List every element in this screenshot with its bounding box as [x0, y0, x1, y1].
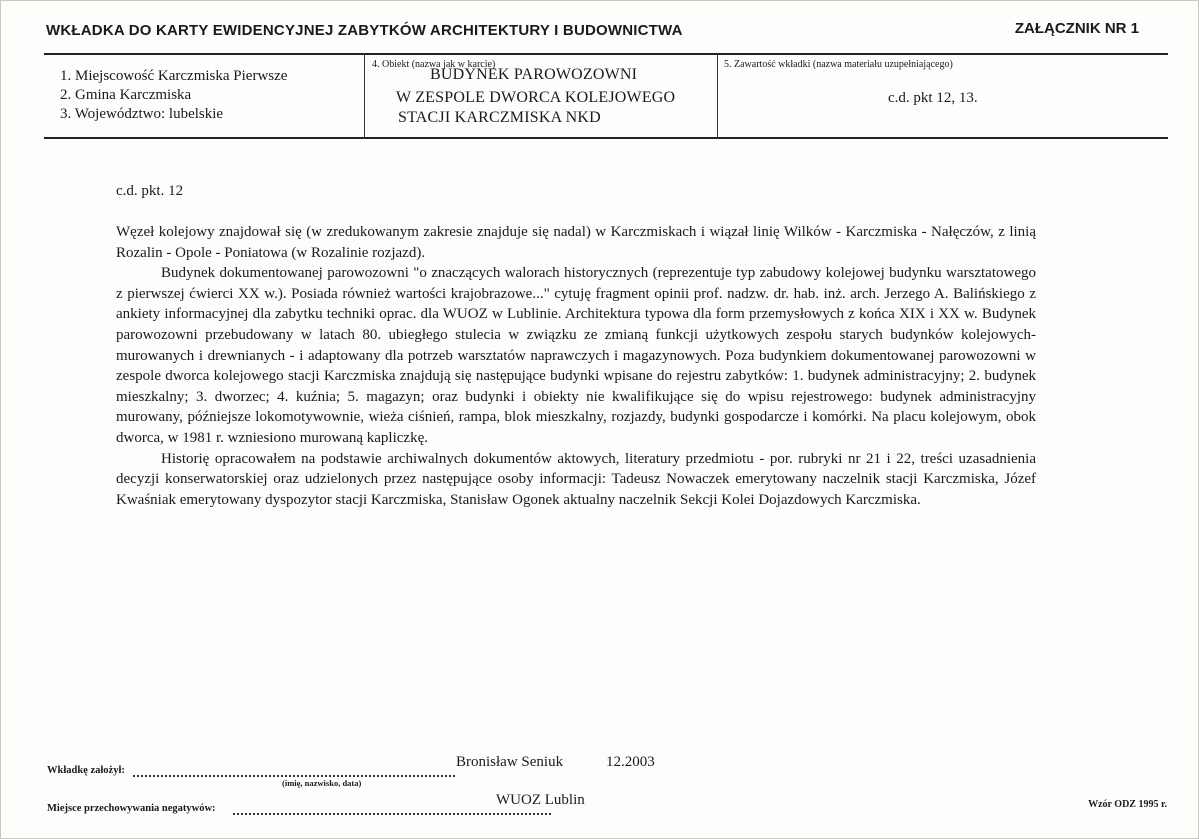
object-name-line-2: W ZESPOLE DWORCA KOLEJOWEGO: [396, 89, 676, 106]
annex-number: ZAŁĄCZNIK NR 1: [1014, 20, 1139, 37]
author-dotted-line: [133, 775, 455, 777]
column-divider-2: [717, 55, 718, 137]
author-hint: (imię, nazwisko, data): [282, 778, 362, 788]
locality-field: 1. Miejscowość Karczmiska Pierwsze: [60, 68, 288, 84]
contents-value: c.d. pkt 12, 13.: [888, 90, 978, 106]
commune-field: 2. Gmina Karczmiska: [60, 87, 192, 103]
storage-value: WUOZ Lublin: [496, 792, 585, 808]
header-rule-top: [44, 53, 1168, 55]
column-divider-1: [364, 55, 365, 137]
author-label: Wkładkę założył:: [47, 765, 125, 776]
paragraph-3: Historię opracowałem na podstawie archiwalnych dokumentów aktowych, literatury przedmiotu - por. rubryki nr 21 i 22, treści uzasadnienia decyzji konserwatorskiej oraz udzielonych przez następujące osoby informacji: Tadeusz Nowaczek emerytowany naczelnik stacji Karczmiska, Józef Kwaśniak emerytowany dyspozytor stacji Karczmiska, Stanisław Ogonek aktualny naczelnik Sekcji Kolei Dojazdowych Karczmiska.: [116, 450, 1036, 508]
object-name-line-3: STACJI KARCZMISKA NKD: [398, 109, 601, 126]
header-rule-bottom: [44, 137, 1168, 139]
author-name: Bronisław Seniuk: [456, 754, 564, 770]
object-name-line-1: BUDYNEK PAROWOZOWNI: [430, 66, 638, 83]
contents-label: 5. Zawartość wkładki (nazwa materiału uzupełniającego): [724, 59, 953, 70]
continuation-heading: c.d. pkt. 12: [116, 183, 184, 199]
author-date: 12.2003: [606, 754, 655, 770]
body-text: [116, 222, 1036, 510]
storage-label: Miejsce przechowywania negatywów:: [47, 803, 216, 814]
paragraph-2: Budynek dokumentowanej parowozowni "o znaczących walorach historycznych (reprezentuje typ zabudowy kolejowej budynku warsztatowego z pierwszej ćwierci XX w.). Posiada również wartości krajobrazowe..." cytuję fragment opinii prof. nadzw. dr. hab. inż. arch. Jerzego A. Balińskiego z ankiety informacyjnej dla zabytku techniki oprac. dla WUOZ w Lublinie. Architektura typowa dla form przemysłowych z końca XIX i XX w. Budynek parowozowni przebudowany w latach 80. ubiegłego stulecia w związku ze zmianą funkcji użytkowych zespołu starych budynków kolejowych- murowanych i drewnianych - i adaptowany dla potrzeb warsztatów naprawczych i magazynowych. Poza budynkiem dokumentowanej parowozowni w zespole dworca kolejowego stacji Karczmiska znajdują się następujące budynki wpisane do rejestru zabytków: 1. budynek administracyjny; 2. budynek mieszkalny; 3. dworzec; 4. kuźnia; 5. magazyn; oraz budynki i obiekty nie kwalifikujące się do wpisu rejestrowego: budynek administracyjny murowany, późniejsze lokomotywownie, wieża ciśnień, rampa, blok mieszkalny, rozjazdy, budynki gospodarcze i komórki. Na placu kolejowym, obok dworca, w 1981 r. wzniesiono murowaną kapliczkę.: [116, 265, 1036, 446]
form-identifier: Wzór ODZ 1995 r.: [1088, 799, 1167, 810]
object-label: 4. Obiekt (nazwa jak w karcie): [372, 59, 496, 70]
paragraph-1: Węzeł kolejowy znajdował się (w zredukowanym zakresie znajduje się nadal) w Karczmiskach i wiązał linię Wilków - Karczmiska - Nałęczów, z linią Rozalin - Opole - Poniatowa (w Rozalinie rozjazd).: [116, 224, 1036, 261]
voivodeship-field: 3. Województwo: lubelskie: [60, 106, 224, 122]
form-title: WKŁADKA DO KARTY EWIDENCYJNEJ ZABYTKÓW ARCHITEKTURY I BUDOWNICTWA: [46, 22, 683, 39]
storage-dotted-line: [233, 813, 551, 815]
